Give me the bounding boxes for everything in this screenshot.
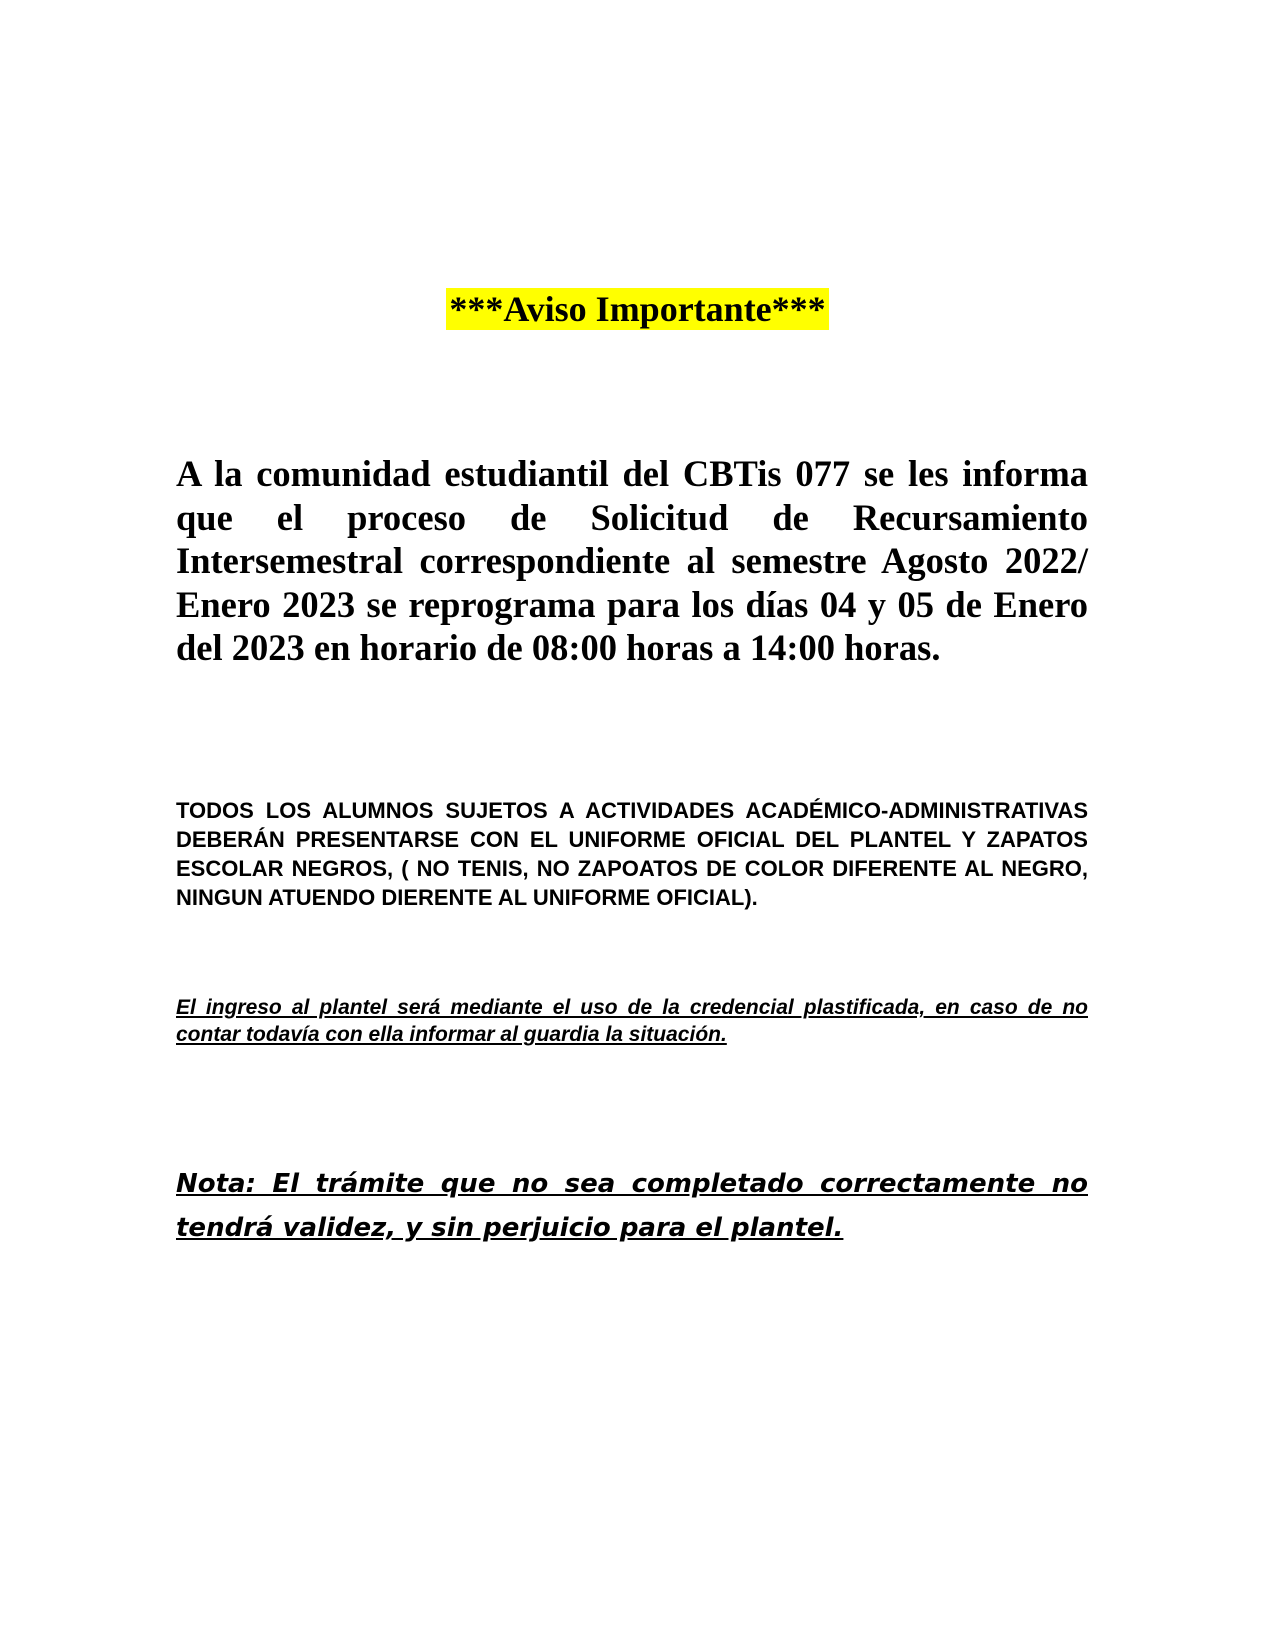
notice-title: ***Aviso Importante*** bbox=[446, 288, 828, 330]
title-container bbox=[0, 288, 1275, 330]
note-paragraph: Nota: El trámite que no sea completado correctamente no tendrá validez, y sin perjuicio para el plantel. bbox=[176, 1169, 1088, 1243]
main-announcement-paragraph: A la comunidad estudiantil del CBTis 077 se les informa que el proceso de Solicitud de Recursamiento Intersemestral correspondiente al semestre Agosto 2022/ Enero 2023 se reprograma para los días 04 y 05 de Enero del 2023 en horario de 08:00 horas a 14:00 horas. bbox=[176, 453, 1088, 668]
uniform-requirements-paragraph: TODOS LOS ALUMNOS SUJETOS A ACTIVIDADES ACADÉMICO-ADMINISTRATIVAS DEBERÁN PRESENTARSE CON EL UNIFORME OFICIAL DEL PLANTEL Y ZAPATOS ESCOLAR NEGROS, ( NO TENIS, NO ZAPOATOS DE COLOR DIFERENTE AL NEGRO, NINGUN ATUENDO DIERENTE AL UNIFORME OFICIAL). bbox=[176, 798, 1088, 910]
entry-credential-paragraph: El ingreso al plantel será mediante el uso de la credencial plastificada, en caso de no contar todavía con ella informar al guardia la situación. bbox=[176, 996, 1088, 1046]
